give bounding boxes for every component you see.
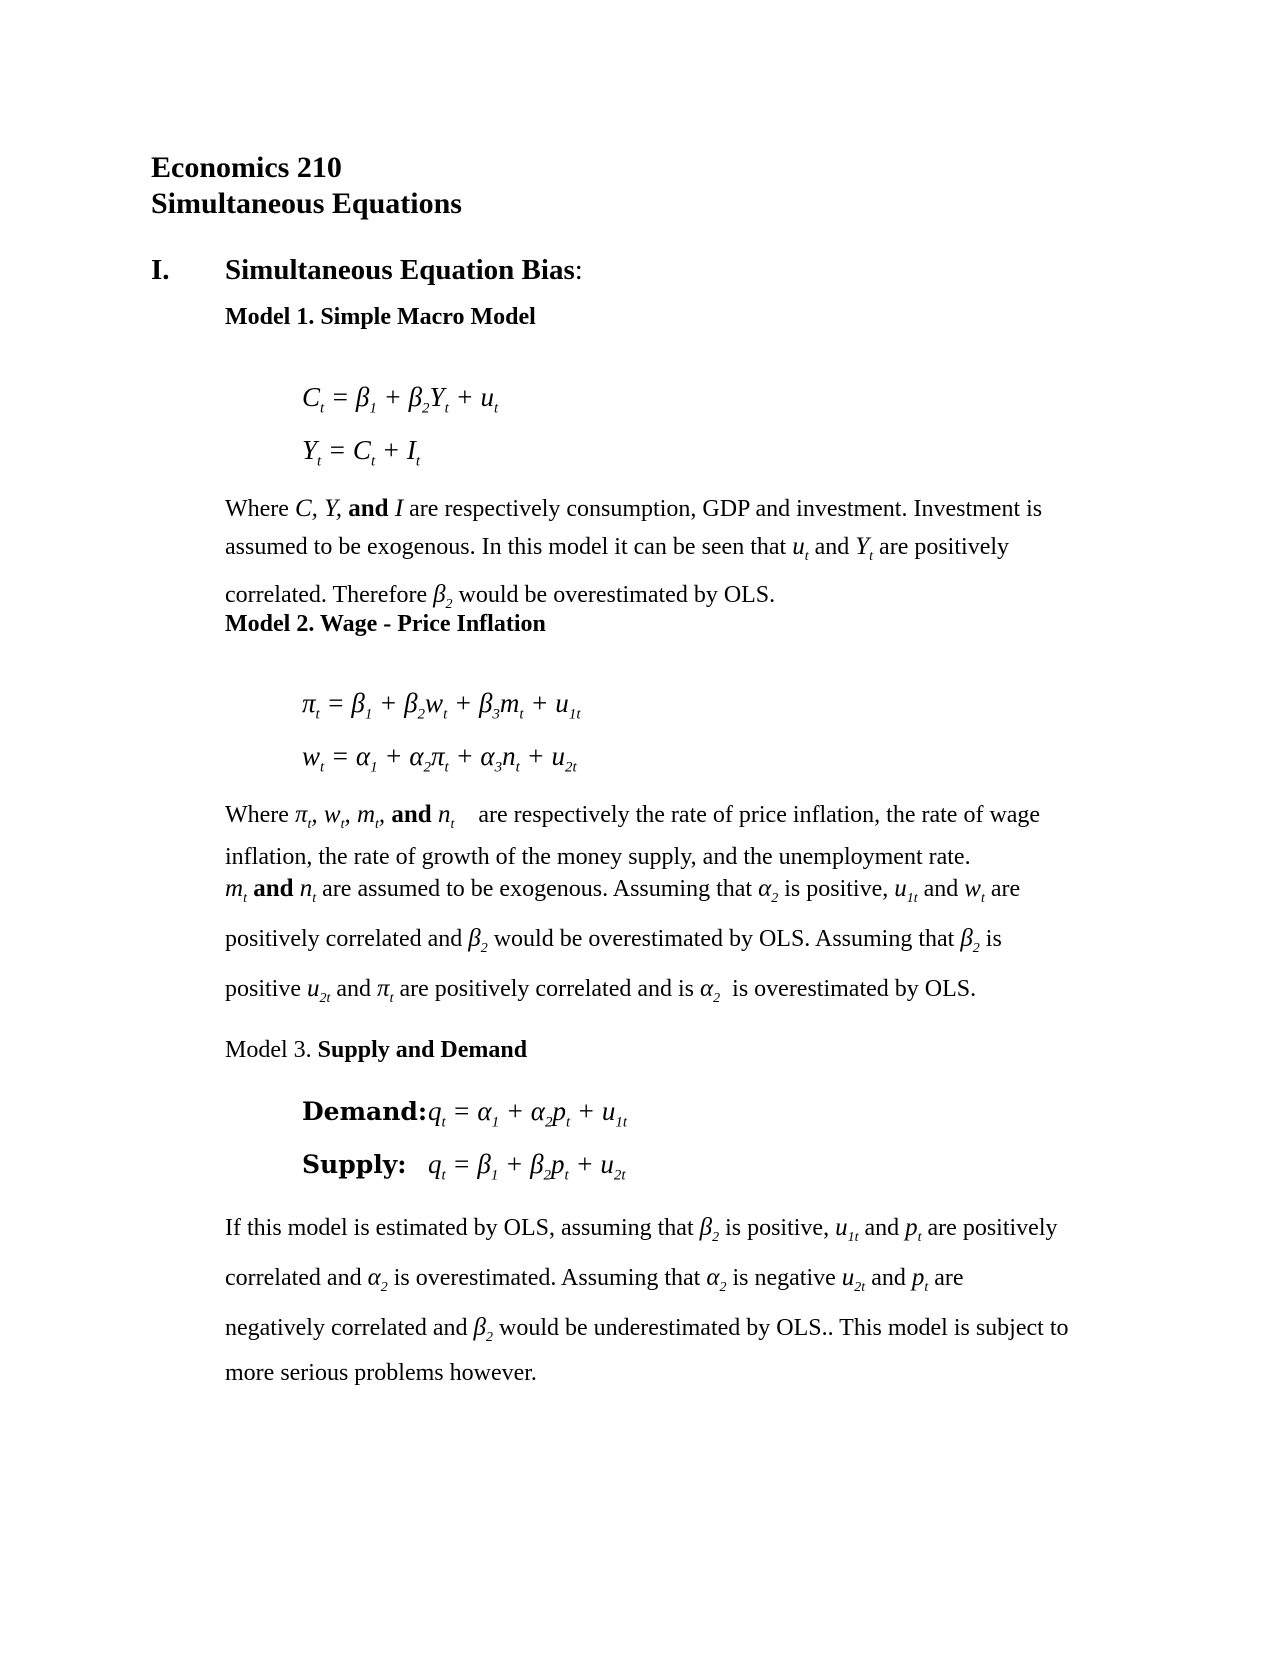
model3-supply-eq: Supply: $q_t = \beta_1 + \beta_2p_t + u_{2t}$ [302,1143,627,1196]
model2-eq1: $\pi_t = \beta_1 + \beta_2w_t + \beta_3m_t + u_{1t}$ [302,688,581,723]
text-run: and [858,1215,906,1241]
topic-title: Simultaneous Equations [151,187,462,220]
text-run: assumed to be exogenous. In this model it can be seen that [225,534,793,560]
text-run: are respectively consumption, GDP and investment. Investment is [403,496,1043,522]
model1-label: Model 1. Simple Macro Model [225,304,536,330]
model3-heading [225,1036,527,1064]
text-run: positively correlated and [225,926,469,952]
math-alpha2: $\alpha_2$ [706,1264,727,1295]
text-run: inflation, the rate of growth of the money supply, and the unemployment rate. [225,844,971,870]
math-u1t: $u_{1t}$ [894,875,918,906]
text-run: are positively correlated and is [393,976,701,1002]
model1-eq1: $C_t = \beta_1 + \beta_2Y_t + u_t$ [302,382,499,417]
text-run: correlated. Therefore [225,582,434,608]
text-run: are [984,876,1021,902]
math-alpha2: $\alpha_2$ [758,875,779,906]
model1-paragraph [225,490,1130,624]
section-title: Simultaneous Equation Bias [225,254,575,286]
model2-equations [302,682,580,789]
math-u2t: $u_{2t}$ [307,975,331,1006]
text-run: are respectively the rate of price inflation, the rate of wage [478,802,1041,828]
section-colon: : [574,254,583,286]
model1-equations [302,376,498,483]
model2-eq2: $w_t = \alpha_1 + \alpha_2\pi_t + \alpha_3n_t + u_{2t}$ [302,741,577,776]
math-pi-t: $\pi_t$ [377,975,394,1006]
text-run: is negative [726,1265,842,1291]
math-beta2: $\beta_2$ [473,1314,493,1345]
math-u1t: $u_{1t}$ [835,1214,859,1245]
math-beta2: $\beta_2$ [699,1214,720,1245]
math-beta2: $\beta_2$ [960,925,980,956]
model3-demand-eq: $Demand:q_t = \alpha_1 + \alpha_2p_t + u_{1t}$ [302,1090,627,1143]
text-run: would be overestimated by OLS. [452,582,776,608]
math-u2t: $u_{2t}$ [841,1264,866,1295]
document-title [151,150,462,222]
section-heading [151,253,583,287]
math-u-t: $u_t$ [792,533,809,564]
model3-equations [302,1090,627,1197]
text-run: are positively [921,1215,1058,1241]
math-alpha2: $\alpha_2$ [700,975,721,1006]
math-p-t: $p_t$ [911,1264,929,1295]
supply-label: Supply: [302,1150,407,1180]
model1-heading [225,303,536,331]
text-run: positive [225,976,307,1002]
math-m-and-n: $m_t$ and $n_t$ [225,875,317,906]
text-run: correlated and [225,1265,368,1291]
text-run: Where [225,802,295,828]
text-run: and [917,876,965,902]
math-vars-cyi: C, Y, and I [294,495,404,522]
math-beta2: $\beta_2$ [468,925,488,956]
text-run: Where [225,496,295,522]
text-run: are assumed to be exogenous. Assuming that [316,876,759,902]
demand-label: Demand: [302,1097,428,1126]
model3-label-prefix: Model 3. [225,1037,318,1063]
model2-label: Model 2. Wage - Price Inflation [225,611,546,637]
text-run: is [979,926,1002,952]
text-run: would be underestimated by OLS.. This model is subject to [493,1315,1069,1341]
math-y-t: $Y_t$ [855,533,874,564]
text-run: and [808,534,856,560]
model2-paragraph [225,797,1130,1017]
math-p-t: $p_t$ [905,1214,922,1245]
text-run: and [330,976,378,1002]
text-run: is positive, [778,876,895,902]
text-run: is overestimated by OLS. [726,976,977,1002]
text-run: is overestimated. Assuming that [387,1265,707,1291]
text-run: and [865,1265,912,1291]
text-run: more serious problems however. [225,1360,537,1386]
math-beta2: $\beta_2$ [433,581,453,612]
model3-paragraph [225,1209,1130,1392]
text-run: is positive, [719,1215,836,1241]
section-number: I. [151,254,170,286]
text-run: would be overestimated by OLS. Assuming that [487,926,961,952]
math-vars-pwmn: $\pi_t$, $w_t$, $m_t$, and $n_t$ [294,801,455,832]
text-run: If this model is estimated by OLS, assuming that [225,1215,700,1241]
text-run: negatively correlated and [225,1315,474,1341]
model1-eq2: $Y_t = C_t + I_t$ [302,435,420,470]
math-w-t: $w_t$ [964,875,985,906]
math-alpha2: $\alpha_2$ [367,1264,388,1295]
text-run: are positively [873,534,1010,560]
model3-label: Supply and Demand [317,1037,528,1063]
model2-heading [225,610,546,638]
course-title: Economics 210 [151,151,342,184]
text-run: are [928,1265,964,1291]
